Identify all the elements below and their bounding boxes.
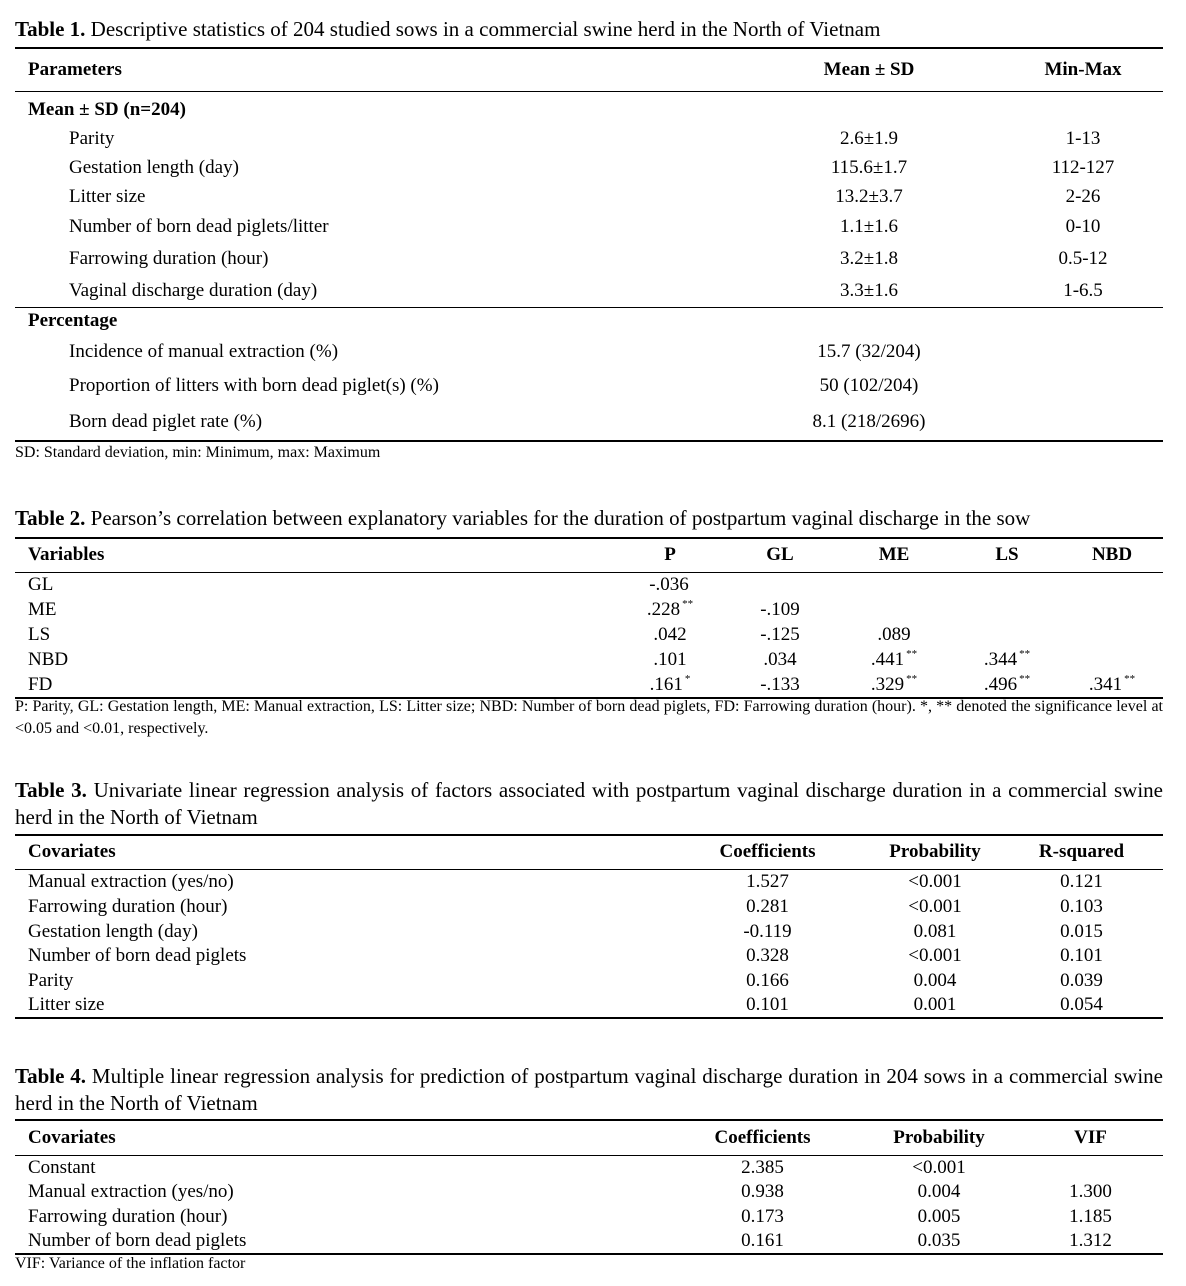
table2-sig: **: [906, 647, 918, 660]
table1-mean: 1.1±1.6: [840, 215, 898, 237]
table1-param: Gestation length (day): [69, 156, 239, 178]
table3-header-coefficients: Coefficients: [719, 841, 816, 863]
table2-var: FD: [28, 673, 53, 695]
table2-caption-text: Pearson’s correlation between explanatory variables for the duration of postpartum vaginal discharge in the sow: [85, 506, 1031, 530]
table-row: [15, 153, 1163, 182]
table3-caption-label: Table 3.: [15, 778, 87, 802]
table3: [15, 834, 1163, 1019]
table4-coef: 0.173: [741, 1205, 784, 1227]
table2-sig: **: [906, 672, 918, 685]
table1-range: 112-127: [1051, 156, 1115, 178]
table1-mean: 3.3±1.6: [840, 280, 898, 302]
table3-header-row: [15, 835, 1163, 869]
table3-r2: 0.103: [1060, 895, 1103, 917]
table3-covariate: Number of born dead piglets: [28, 945, 247, 966]
table4-vif: 1.300: [1069, 1181, 1112, 1202]
table2-value: .161: [649, 673, 683, 695]
table4-header-covariates: Covariates: [28, 1126, 116, 1148]
table1-param: Born dead piglet rate (%): [69, 410, 263, 432]
table2-header-me: ME: [878, 544, 910, 566]
table1-section-mean-sd: Mean ± SD (n=204): [28, 98, 186, 120]
table2-value: -.133: [760, 673, 800, 695]
table4-header-row: [15, 1120, 1163, 1155]
table1-range: 0.5-12: [1058, 248, 1108, 269]
table2-value: -.109: [760, 598, 800, 620]
table2-header-p: P: [664, 544, 676, 566]
table2-value: .341: [1088, 673, 1123, 695]
table3-prob: 0.081: [913, 920, 957, 942]
table2-sig: **: [682, 597, 694, 610]
table-row: [15, 368, 1163, 403]
table4: [15, 1119, 1163, 1255]
table4-coef: 0.161: [741, 1230, 784, 1251]
table2-value: .496: [983, 673, 1018, 695]
table3-r2: 0.054: [1060, 994, 1103, 1015]
table3-r2: 0.039: [1060, 969, 1103, 991]
table3-covariate: Parity: [28, 969, 74, 991]
table4-covariate: Manual extraction (yes/no): [28, 1181, 234, 1202]
table2-sig: **: [1019, 672, 1031, 685]
table2-header-variables: Variables: [28, 544, 105, 566]
table2-caption: [15, 505, 1163, 532]
table3-r2: 0.015: [1060, 920, 1103, 942]
table1-range: 1-6.5: [1063, 280, 1103, 302]
table4-footnote: VIF: Variance of the inflation factor: [15, 1255, 246, 1272]
table1-mean: 2.6±1.9: [840, 127, 898, 149]
table4-covariate: Constant: [28, 1156, 96, 1178]
table2: [15, 537, 1163, 699]
table3-covariate: Gestation length (day): [28, 920, 198, 942]
table1: [15, 47, 1163, 442]
table2-header-gl: GL: [766, 544, 794, 566]
table2-var: LS: [28, 623, 51, 645]
table3-prob: <0.001: [908, 895, 962, 917]
table1-param: Farrowing duration (hour): [69, 248, 269, 269]
table2-header-row: [15, 538, 1163, 572]
table3-covariate: Litter size: [28, 994, 105, 1015]
table3-prob: <0.001: [908, 870, 962, 892]
table1-footnote: SD: Standard deviation, min: Minimum, max: Maximum: [15, 444, 381, 461]
table1-header-mean-sd: Mean ± SD: [823, 58, 915, 80]
table4-caption-text: Multiple linear regression analysis for prediction of postpartum vaginal discharge duration in 204 sows in a commercial swine herd in the North of Vietnam: [15, 1064, 1163, 1115]
table3-coef: 0.328: [746, 945, 789, 966]
table4-coef: 2.385: [741, 1156, 784, 1178]
table-row: [15, 335, 1163, 368]
table-row: [15, 968, 1163, 993]
table3-prob: 0.004: [913, 969, 957, 991]
table4-caption-label: Table 4.: [15, 1064, 87, 1088]
table-row: [15, 919, 1163, 944]
table3-coef: 0.101: [746, 994, 789, 1015]
table2-sig: **: [1019, 647, 1031, 660]
table3-coef: -0.119: [743, 920, 792, 942]
table1-header-min-max: Min-Max: [1044, 58, 1122, 80]
table4-covariate: Farrowing duration (hour): [28, 1205, 228, 1227]
table2-value: .101: [653, 648, 687, 670]
table2-var: NBD: [28, 648, 69, 670]
table4-caption: [15, 1063, 1163, 1117]
table4-covariate: Number of born dead piglets: [28, 1230, 247, 1251]
table4-prob: 0.035: [917, 1230, 961, 1251]
table-row: [15, 894, 1163, 919]
table1-caption-text: Descriptive statistics of 204 studied sows in a commercial swine herd in the North of Vietnam: [85, 17, 881, 41]
table2-value: -.036: [649, 573, 689, 595]
table-row: [15, 211, 1163, 242]
table2-var: ME: [28, 598, 57, 620]
table2-value: .089: [877, 623, 911, 645]
table1-param: Parity: [69, 127, 115, 149]
table-row: [15, 124, 1163, 153]
table3-prob: <0.001: [908, 945, 962, 966]
table1-range: 2-26: [1065, 185, 1101, 207]
table2-value: .329: [870, 673, 905, 695]
table2-value: .034: [763, 648, 797, 670]
table2-value: -.125: [760, 623, 800, 645]
table1-mean: 115.6±1.7: [830, 156, 908, 178]
table1-param: Litter size: [69, 185, 146, 207]
table2-header-ls: LS: [995, 544, 1019, 566]
table2-header-nbd: NBD: [1091, 544, 1133, 566]
table1-caption: [15, 16, 1163, 43]
table2-value: .228: [646, 598, 681, 620]
table-row: [15, 597, 1163, 622]
table3-header-covariates: Covariates: [28, 841, 116, 863]
table-row: [15, 403, 1163, 441]
table4-coef: 0.938: [741, 1181, 784, 1202]
table3-coef: 0.281: [746, 895, 789, 917]
table3-coef: 1.527: [746, 870, 789, 892]
table1-section-percentage: Percentage: [28, 310, 118, 332]
table-row: [15, 647, 1163, 672]
table1-range: 0-10: [1065, 215, 1101, 237]
table3-header-r-squared: R-squared: [1038, 841, 1125, 863]
table1-section-row: [15, 307, 1163, 335]
table1-value: 8.1 (218/2696): [812, 410, 926, 432]
table4-prob: <0.001: [912, 1156, 966, 1178]
table-row: [15, 1204, 1163, 1229]
table3-caption: [15, 777, 1163, 831]
table-row: [15, 944, 1163, 968]
table3-coef: 0.166: [746, 969, 789, 991]
table-row: [15, 993, 1163, 1018]
table2-value: .441: [870, 648, 905, 670]
table1-header-row: [15, 48, 1163, 91]
table2-sig: **: [1124, 672, 1136, 685]
table-row: [15, 182, 1163, 211]
table3-covariate: Manual extraction (yes/no): [28, 870, 234, 892]
table2-caption-label: Table 2.: [15, 506, 86, 530]
table2-value: .344: [983, 648, 1018, 670]
table1-caption-label: Table 1.: [15, 17, 86, 41]
table3-header-probability: Probability: [889, 841, 981, 863]
table-row: [15, 572, 1163, 597]
table1-header-parameters: Parameters: [28, 58, 122, 80]
table3-r2: 0.101: [1060, 945, 1103, 966]
table1-range: 1-13: [1065, 127, 1101, 149]
table1-section-row: [15, 91, 1163, 124]
table3-caption-text: Univariate linear regression analysis of factors associated with postpartum vaginal discharge duration in a commercial swine herd in the North of Vietnam: [15, 778, 1163, 829]
table2-value: .042: [653, 623, 687, 645]
table4-header-probability: Probability: [893, 1126, 985, 1148]
table-row: [15, 276, 1163, 307]
table3-covariate: Farrowing duration (hour): [28, 895, 228, 917]
table1-value: 15.7 (32/204): [817, 340, 921, 362]
table1-param: Proportion of litters with born dead piglet(s) (%): [69, 374, 439, 396]
table-row: [15, 1229, 1163, 1254]
table4-vif: 1.185: [1069, 1205, 1112, 1227]
table4-prob: 0.005: [917, 1205, 961, 1227]
table2-footnote: P: Parity, GL: Gestation length, ME: Manual extraction, LS: Litter size; NBD: Number of born dead piglets, FD: Farrowing duration (hour). *, ** denoted the significance level at <0.05 and <0.01, respectively.: [15, 698, 1163, 737]
table1-param: Number of born dead piglets/litter: [69, 215, 329, 237]
table3-r2: 0.121: [1060, 870, 1103, 892]
table-row: [15, 622, 1163, 647]
table4-vif: [1018, 1155, 1163, 1180]
table2-var: GL: [28, 573, 54, 595]
table-row: [15, 869, 1163, 894]
table3-prob: 0.001: [913, 994, 957, 1015]
table1-param: Vaginal discharge duration (day): [69, 280, 318, 302]
table1-mean: 3.2±1.8: [840, 248, 898, 269]
table2-sig: *: [684, 672, 691, 685]
table4-header-vif: VIF: [1074, 1126, 1107, 1148]
table1-param: Incidence of manual extraction (%): [69, 340, 339, 362]
table-row: [15, 1155, 1163, 1180]
table4-header-coefficients: Coefficients: [714, 1126, 811, 1148]
table-row: [15, 242, 1163, 276]
table1-value: 50 (102/204): [819, 374, 919, 396]
table1-mean: 13.2±3.7: [835, 185, 903, 207]
table-row: [15, 1180, 1163, 1204]
table-row: [15, 672, 1163, 698]
table4-vif: 1.312: [1069, 1230, 1112, 1251]
table2-body: [15, 572, 1163, 698]
table4-prob: 0.004: [917, 1181, 961, 1202]
